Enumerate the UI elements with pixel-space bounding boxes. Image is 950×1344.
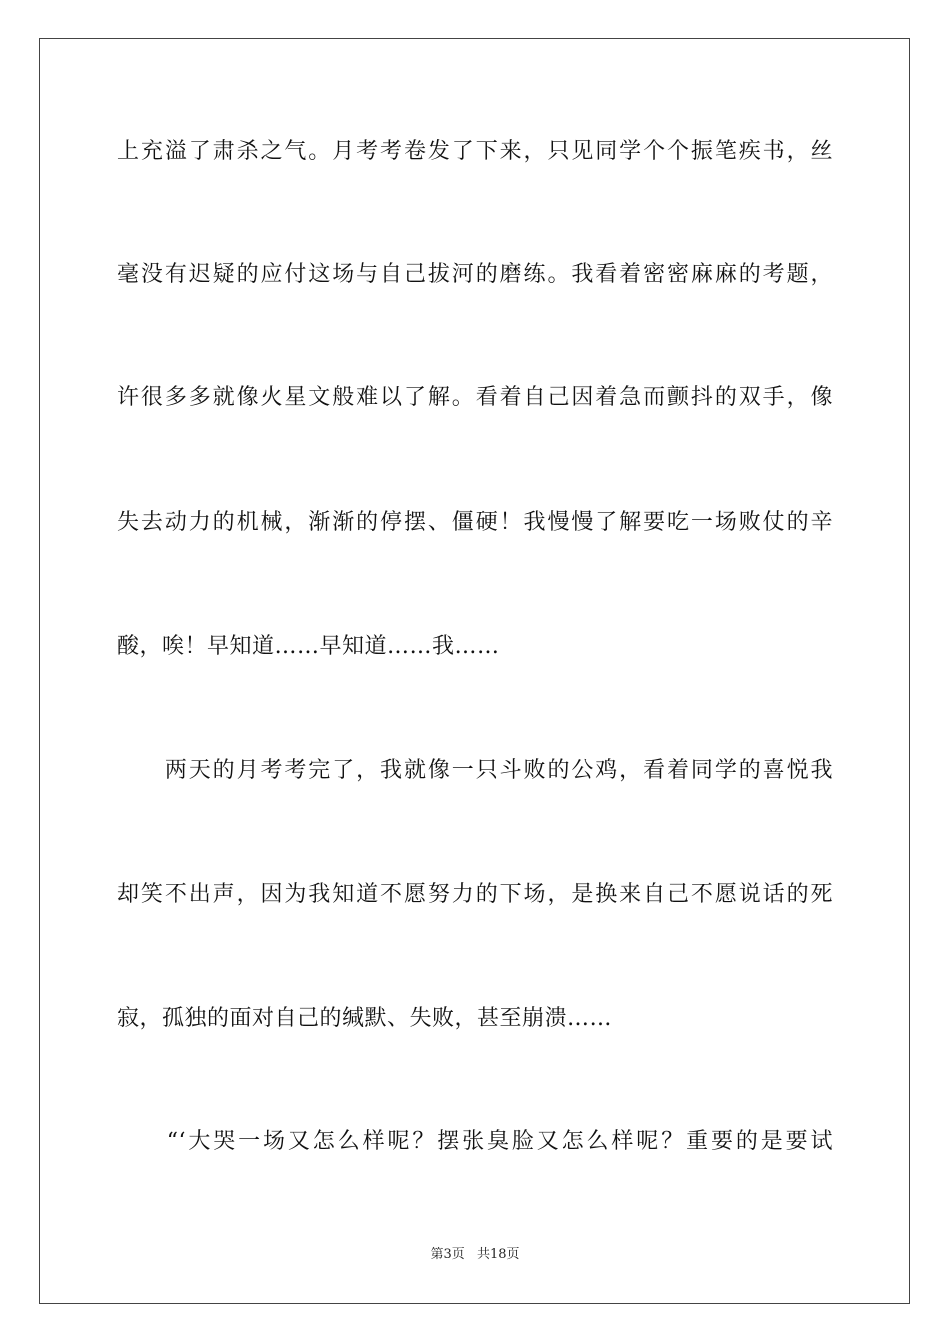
- page-footer: [0, 1246, 950, 1264]
- body-text-line-4: 失去动力的机械，渐渐的停摆、僵硬！我慢慢了解要吃一场败仗的辛: [117, 510, 833, 535]
- body-text-line-9: “‘大哭一场又怎么样呢？摆张臭脸又怎么样呢？重要的是要试: [117, 1129, 833, 1154]
- body-text-line-2: 毫没有迟疑的应付这场与自己拔河的磨练。我看着密密麻麻的考题，: [117, 262, 833, 287]
- body-text-line-7: 却笑不出声，因为我知道不愿努力的下场，是换来自己不愿说话的死: [117, 882, 833, 907]
- body-text-line-6: 两天的月考考完了，我就像一只斗败的公鸡，看着同学的喜悦我: [117, 758, 833, 783]
- page-total: 共18页: [476, 1247, 520, 1262]
- page-frame: [39, 38, 910, 1304]
- body-text-line-8: 寂，孤独的面对自己的缄默、失败，甚至崩溃……: [117, 1006, 613, 1031]
- body-text-line-1: 上充溢了肃杀之气。月考考卷发了下来，只见同学个个振笔疾书，丝: [117, 139, 833, 164]
- body-text-line-3: 许很多多就像火星文般难以了解。看着自己因着急而颤抖的双手，像: [117, 385, 833, 410]
- body-text-line-5: 酸，唉！早知道……早知道……我……: [117, 634, 500, 659]
- page-number: 第3页: [430, 1247, 465, 1262]
